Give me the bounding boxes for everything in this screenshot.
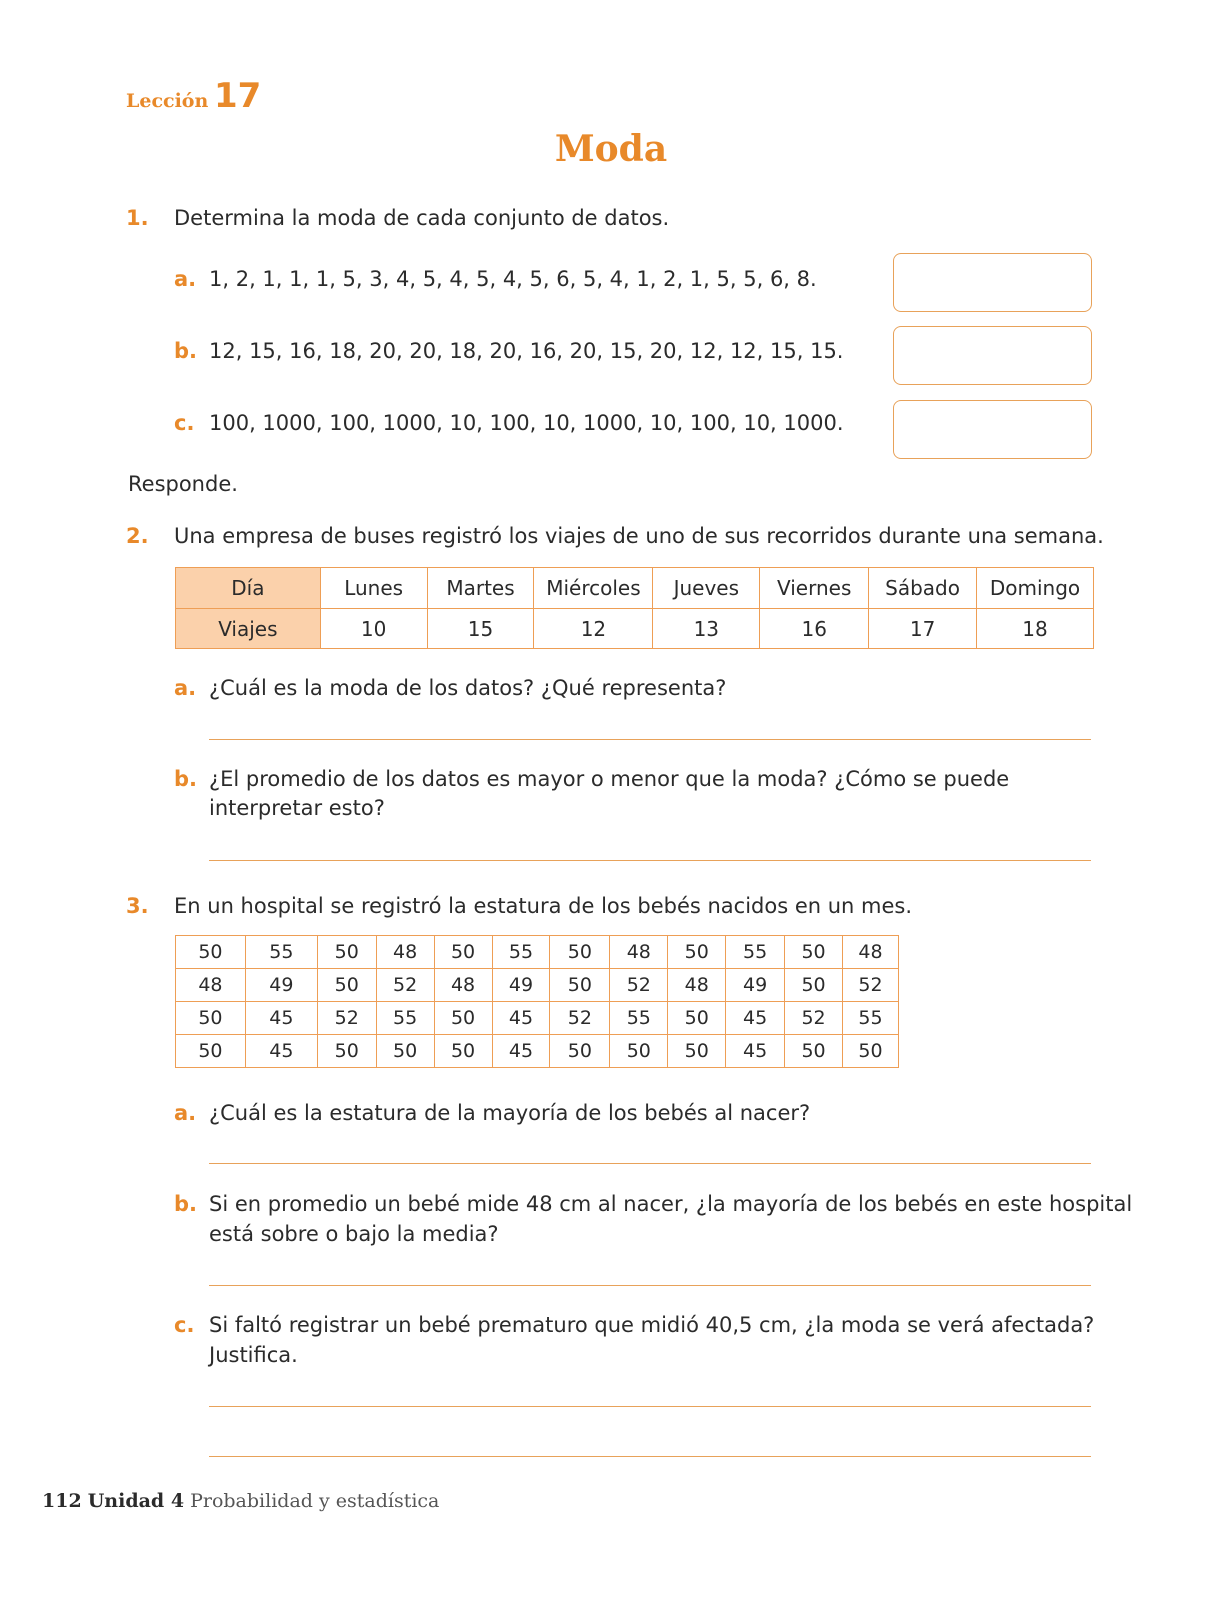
height-cell: 50 <box>434 1002 492 1035</box>
height-cell: 50 <box>550 936 610 969</box>
table-row <box>176 1002 899 1035</box>
height-cell: 48 <box>668 969 726 1002</box>
row-header-trips: Viajes <box>176 609 321 649</box>
q1a-label: a. <box>174 267 197 291</box>
day-cell: Domingo <box>977 568 1094 609</box>
q2a-label: a. <box>174 676 197 700</box>
q1-number: 1. <box>126 206 149 230</box>
height-cell: 52 <box>550 1002 610 1035</box>
q1c-data: 100, 1000, 100, 1000, 10, 100, 10, 1000, 10, 100, 10, 1000. <box>209 411 844 435</box>
trips-table-header-row <box>176 568 1094 609</box>
height-cell: 48 <box>376 936 434 969</box>
height-cell: 49 <box>245 969 317 1002</box>
q3c-answer-line-1[interactable] <box>209 1406 1091 1407</box>
height-cell: 45 <box>726 1002 785 1035</box>
day-cell: Viernes <box>760 568 869 609</box>
trips-table-values-row <box>176 609 1094 649</box>
height-cell: 50 <box>668 1002 726 1035</box>
q2-number: 2. <box>126 524 149 548</box>
height-cell: 45 <box>492 1035 550 1068</box>
q1a-answer-box[interactable] <box>893 253 1092 312</box>
q1b-data: 12, 15, 16, 18, 20, 20, 18, 20, 16, 20, 15, 20, 12, 12, 15, 15. <box>209 339 844 363</box>
q2a-answer-line[interactable] <box>209 739 1091 740</box>
height-cell: 48 <box>610 936 668 969</box>
day-cell: Miércoles <box>534 568 653 609</box>
q1a-data: 1, 2, 1, 1, 1, 5, 3, 4, 5, 4, 5, 4, 5, 6, 5, 4, 1, 2, 1, 5, 5, 6, 8. <box>209 267 817 291</box>
trips-table <box>175 567 1094 649</box>
height-cell: 50 <box>610 1035 668 1068</box>
trips-cell: 18 <box>977 609 1094 649</box>
q2b-question-line2: interpretar esto? <box>209 796 385 820</box>
height-cell: 50 <box>550 969 610 1002</box>
unit-label: Unidad 4 <box>87 1490 185 1512</box>
height-cell: 50 <box>843 1035 899 1068</box>
height-cell: 49 <box>492 969 550 1002</box>
q1c-answer-box[interactable] <box>893 400 1092 459</box>
q1b-label: b. <box>174 339 198 363</box>
height-cell: 55 <box>376 1002 434 1035</box>
height-cell: 50 <box>785 969 843 1002</box>
height-cell: 50 <box>317 969 376 1002</box>
q3c-answer-line-2[interactable] <box>209 1456 1091 1457</box>
height-cell: 50 <box>317 1035 376 1068</box>
q2a-question: ¿Cuál es la moda de los datos? ¿Qué representa? <box>209 676 727 700</box>
q3b-label: b. <box>174 1192 198 1216</box>
height-cell: 48 <box>176 969 246 1002</box>
lesson-number: 17 <box>214 76 262 116</box>
height-cell: 55 <box>843 1002 899 1035</box>
height-cell: 45 <box>726 1035 785 1068</box>
height-cell: 55 <box>610 1002 668 1035</box>
q3c-label: c. <box>174 1313 195 1337</box>
page-number: 112 <box>42 1490 82 1512</box>
height-cell: 50 <box>176 1035 246 1068</box>
height-cell: 45 <box>245 1035 317 1068</box>
day-cell: Sábado <box>869 568 977 609</box>
height-cell: 48 <box>434 969 492 1002</box>
q3b-question-line1: Si en promedio un bebé mide 48 cm al nacer, ¿la mayoría de los bebés en este hospital <box>209 1192 1133 1216</box>
height-cell: 52 <box>376 969 434 1002</box>
height-cell: 50 <box>434 1035 492 1068</box>
height-cell: 52 <box>785 1002 843 1035</box>
q2b-label: b. <box>174 767 198 791</box>
lesson-label: Lección <box>126 90 209 112</box>
q3-number: 3. <box>126 894 149 918</box>
height-cell: 50 <box>176 936 246 969</box>
table-row <box>176 1035 899 1068</box>
height-cell: 55 <box>492 936 550 969</box>
height-cell: 50 <box>550 1035 610 1068</box>
height-cell: 55 <box>726 936 785 969</box>
height-cell: 50 <box>785 1035 843 1068</box>
q1b-answer-box[interactable] <box>893 326 1092 385</box>
q3b-question-line2: está sobre o bajo la media? <box>209 1222 499 1246</box>
q3a-question: ¿Cuál es la estatura de la mayoría de los bebés al nacer? <box>209 1101 811 1125</box>
height-cell: 50 <box>434 936 492 969</box>
height-cell: 50 <box>668 936 726 969</box>
day-cell: Martes <box>427 568 534 609</box>
q3-prompt: En un hospital se registró la estatura de los bebés nacidos en un mes. <box>174 894 913 918</box>
height-cell: 52 <box>610 969 668 1002</box>
responde-instruction: Responde. <box>128 472 238 496</box>
table-row <box>176 969 899 1002</box>
table-row <box>176 936 899 969</box>
unit-subject: Probabilidad y estadística <box>190 1490 440 1512</box>
trips-cell: 12 <box>534 609 653 649</box>
page-footer <box>42 1490 439 1512</box>
heights-table <box>175 935 899 1068</box>
trips-cell: 15 <box>427 609 534 649</box>
height-cell: 52 <box>317 1002 376 1035</box>
page-title: Moda <box>554 128 668 170</box>
height-cell: 50 <box>176 1002 246 1035</box>
trips-cell: 13 <box>653 609 760 649</box>
day-cell: Lunes <box>320 568 427 609</box>
height-cell: 49 <box>726 969 785 1002</box>
height-cell: 45 <box>245 1002 317 1035</box>
day-cell: Jueves <box>653 568 760 609</box>
trips-cell: 16 <box>760 609 869 649</box>
height-cell: 45 <box>492 1002 550 1035</box>
trips-cell: 10 <box>320 609 427 649</box>
q2b-answer-line[interactable] <box>209 860 1091 861</box>
height-cell: 50 <box>668 1035 726 1068</box>
q1-prompt: Determina la moda de cada conjunto de datos. <box>174 206 670 230</box>
q3c-question-line1: Si faltó registrar un bebé prematuro que midió 40,5 cm, ¿la moda se verá afectada? <box>209 1313 1095 1337</box>
q2-prompt: Una empresa de buses registró los viajes de uno de sus recorridos durante una semana. <box>174 524 1104 548</box>
height-cell: 52 <box>843 969 899 1002</box>
trips-cell: 17 <box>869 609 977 649</box>
height-cell: 50 <box>376 1035 434 1068</box>
height-cell: 48 <box>843 936 899 969</box>
q3a-answer-line[interactable] <box>209 1163 1091 1164</box>
height-cell: 50 <box>785 936 843 969</box>
height-cell: 50 <box>317 936 376 969</box>
q3b-answer-line[interactable] <box>209 1285 1091 1286</box>
q2b-question-line1: ¿El promedio de los datos es mayor o menor que la moda? ¿Cómo se puede <box>209 767 1010 791</box>
row-header-day: Día <box>176 568 321 609</box>
q3a-label: a. <box>174 1101 197 1125</box>
q1c-label: c. <box>174 411 195 435</box>
q3c-question-line2: Justifica. <box>209 1343 298 1367</box>
height-cell: 55 <box>245 936 317 969</box>
